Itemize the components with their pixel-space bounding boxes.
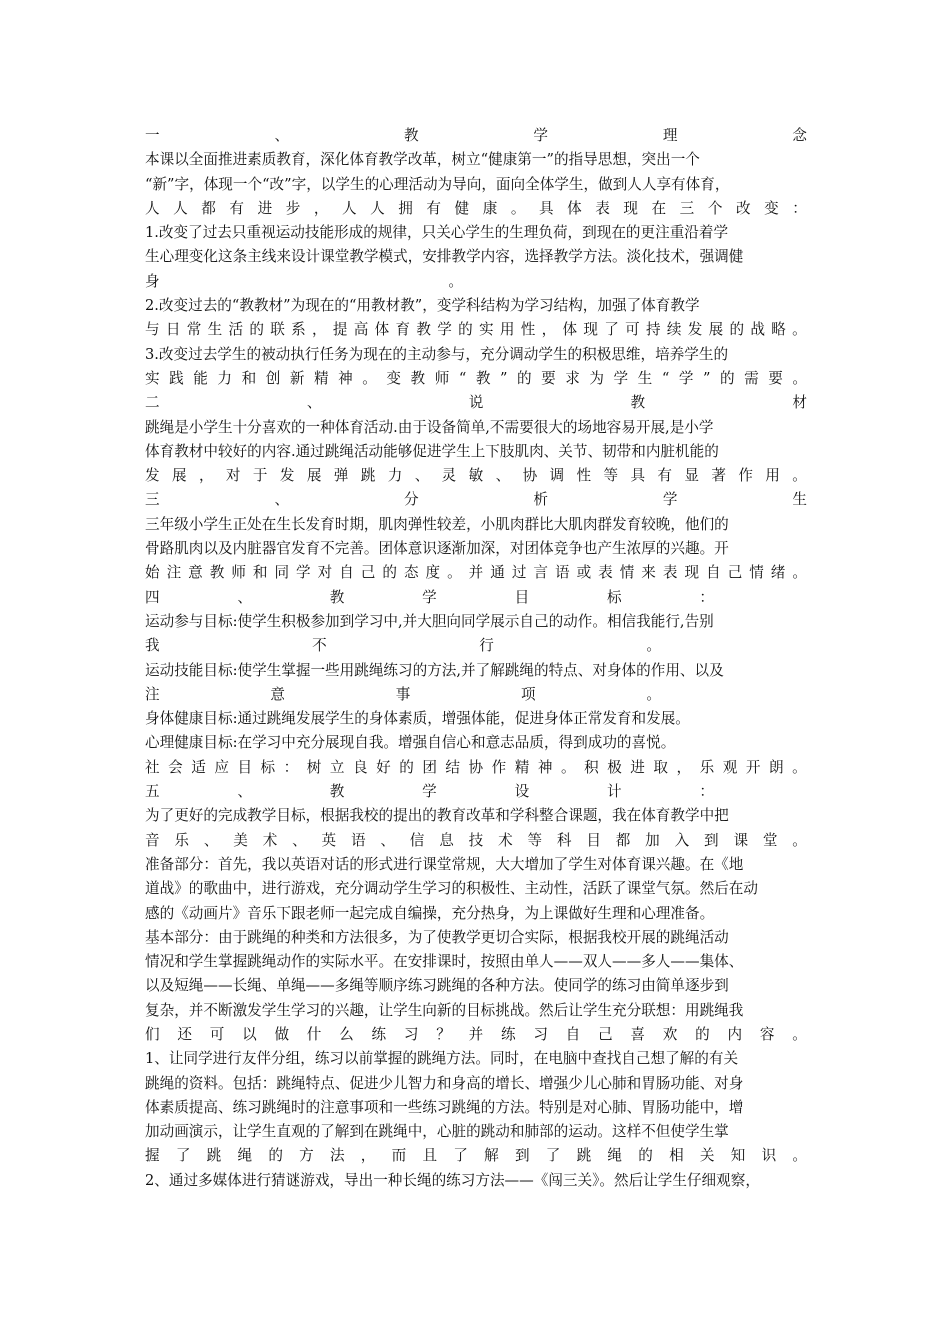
text-line: 三年级小学生正处在生长发育时期，肌肉弹性较差，小肌肉群比大肌肉群发育较晚，他们的 bbox=[145, 515, 729, 533]
text-line: 与 日 常 生 活 的 联 系 ， 提 高 体 育 教 学 的 实 用 性 ， 体 现 了 可 持 续 发 展 的 战 略 。 bbox=[145, 321, 807, 339]
text-line: 始 注 意 教 师 和 同 学 对 自 己 的 态 度 。 并 通 过 言 语 或 表 情 来 表 现 自 己 情 绪 。 bbox=[145, 564, 807, 582]
text-line: 五 、 教 学 设 计 ： bbox=[145, 783, 714, 801]
text-line: 身 。 bbox=[145, 272, 463, 290]
text-line: 心理健康目标:在学习中充分展现自我。增强自信心和意志品质，得到成功的喜悦。 bbox=[145, 734, 676, 752]
text-line: 以及短绳——长绳、单绳——多绳等顺序练习跳绳的各种方法。使同学的练习由简单逐步到 bbox=[145, 977, 729, 995]
text-line: 一 、 教 学 理 念 bbox=[145, 127, 807, 144]
text-line: 情况和学生掌握跳绳动作的实际水平。在安排课时，按照由单人——双人——多人——集体、 bbox=[145, 953, 744, 971]
text-line: 发 展 ， 对 于 发 展 弹 跳 力 、 灵 敏 、 协 调 性 等 具 有 显 著 作 用 。 bbox=[145, 467, 807, 485]
text-line: 社 会 适 应 目 标 ： 树 立 良 好 的 团 结 协 作 精 神 。 积 极 进 取 ， 乐 观 开 朗 。 bbox=[145, 758, 807, 776]
text-line: “新”字，体现一个“改”字，以学生的心理活动为导向，面向全体学生，做到人人享有体育， bbox=[145, 175, 730, 193]
text-line: 感的《动画片》音乐下跟老师一起完成自编操，充分热身，为上课做好生理和心理准备。 bbox=[145, 904, 715, 922]
text-line: 1、让同学进行友伴分组，练习以前掌握的跳绳方法。同时，在电脑中查找自己想了解的有关 bbox=[145, 1050, 739, 1068]
text-line: 道战》的歌曲中，进行游戏，充分调动学生学习的积极性、主动性，活跃了课堂气氛。然后在动 bbox=[145, 880, 758, 898]
document-page bbox=[145, 124, 807, 1193]
text-line: 四 、 教 学 目 标 ： bbox=[145, 588, 714, 606]
text-line: 握 了 跳 绳 的 方 法 ， 而 且 了 解 到 了 跳 绳 的 相 关 知 识 。 bbox=[145, 1147, 807, 1165]
text-line: 1.改变了过去只重视运动技能形成的规律，只关心学生的生理负荷，到现在的更注重沿着学 bbox=[145, 224, 729, 242]
text-line: 2.改变过去的“教教材”为现在的“用教材教”，变学科结构为学习结构，加强了体育教学 bbox=[145, 297, 700, 315]
text-line: 跳绳的资料。包括：跳绳特点、促进少儿智力和身高的增长、增强少儿心肺和胃肠功能、对身 bbox=[145, 1074, 744, 1092]
text-line: 体育教材中较好的内容.通过跳绳活动能够促进学生上下肢肌肉、关节、韧带和内脏机能的 bbox=[145, 442, 719, 460]
text-line: 注 意 事 项 。 bbox=[145, 685, 661, 703]
text-line: 音 乐 、 美 术 、 英 语 、 信 息 技 术 等 科 目 都 加 入 到 课 堂 。 bbox=[145, 831, 807, 849]
text-line: 们 还 可 以 做 什 么 练 习 ？ 并 练 习 自 己 喜 欢 的 内 容 。 bbox=[145, 1025, 807, 1043]
text-line: 跳绳是小学生十分喜欢的一种体育活动.由于设备简单,不需要很大的场地容易开展,是小学 bbox=[145, 418, 714, 436]
text-line: 三 、 分 析 学 生 bbox=[145, 491, 807, 509]
text-line: 二 、 说 教 材 bbox=[145, 394, 807, 412]
text-line: 身体健康目标:通过跳绳发展学生的身体素质，增强体能，促进身体正常发育和发展。 bbox=[145, 710, 690, 728]
text-line: 本课以全面推进素质教育，深化体育教学改革，树立“健康第一”的指导思想，突出一个 bbox=[145, 151, 700, 169]
text-line: 为了更好的完成教学目标，根据我校的提出的教育改革和学科整合课题，我在体育教学中把 bbox=[145, 807, 729, 825]
text-line: 我 不 行 。 bbox=[145, 637, 661, 655]
text-line: 骨路肌肉以及内脏器官发育不完善。团体意识逐渐加深，对团体竞争也产生浓厚的兴趣。开 bbox=[145, 540, 729, 558]
text-line: 运动技能目标:使学生掌握一些用跳绳练习的方法,并了解跳绳的特点、对身体的作用、以及 bbox=[145, 661, 724, 679]
text-line: 实 践 能 力 和 创 新 精 神 。 变 教 师 “ 教 ” 的 要 求 为 学 生 “ 学 ” 的 需 要 。 bbox=[145, 369, 807, 387]
text-line: 2、通过多媒体进行猜谜游戏，导出一种长绳的练习方法——《闯三关》。然后让学生仔细观察， bbox=[145, 1171, 760, 1189]
text-line: 复杂，并不断激发学生学习的兴趣，让学生向新的目标挑战。然后让学生充分联想：用跳绳我 bbox=[145, 1001, 744, 1019]
text-line: 准备部分：首先，我以英语对话的形式进行课堂常规，大大增加了学生对体育课兴趣。在《地 bbox=[145, 855, 744, 873]
text-line: 生心理变化这条主线来设计课堂教学模式，安排教学内容，选择教学方法。淡化技术，强调健 bbox=[145, 248, 744, 266]
text-line: 基本部分：由于跳绳的种类和方法很多，为了使教学更切合实际，根据我校开展的跳绳活动 bbox=[145, 928, 729, 946]
text-line: 3.改变过去学生的被动执行任务为现在的主动参与，充分调动学生的积极思维，培养学生的 bbox=[145, 345, 729, 363]
text-line: 运动参与目标:使学生积极参加到学习中,并大胆向同学展示自己的动作。相信我能行,告别 bbox=[145, 612, 714, 630]
text-line: 加动画演示，让学生直观的了解到在跳绳中，心脏的跳动和肺部的运动。这样不但使学生掌 bbox=[145, 1123, 729, 1141]
text-line: 体素质提高、练习跳绳时的注意事项和一些练习跳绳的方法。特别是对心肺、胃肠功能中，增 bbox=[145, 1098, 744, 1116]
text-line: 人 人 都 有 进 步 ， 人 人 拥 有 健 康 。 具 体 表 现 在 三 个 改 变 ： bbox=[145, 199, 807, 217]
